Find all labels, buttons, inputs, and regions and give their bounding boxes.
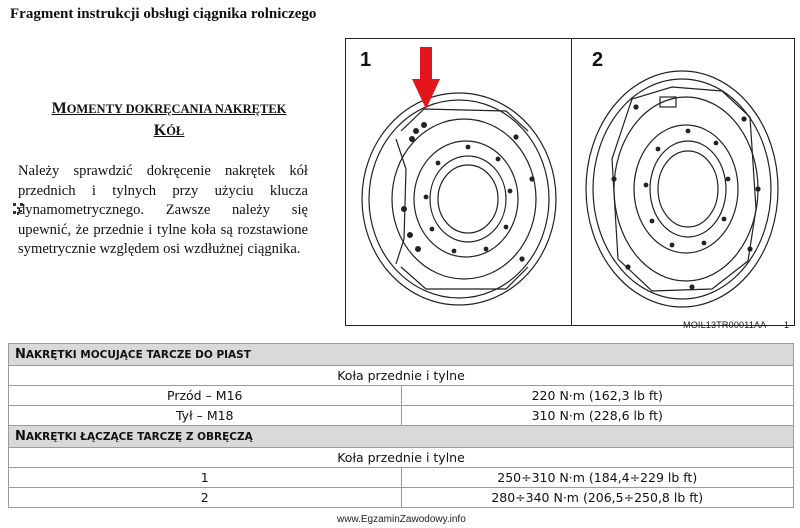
group-2-title: NAKRĘTKI ŁĄCZĄCE TARCZĘ Z OBRĘCZĄ [9, 426, 794, 448]
row-label: 2 [9, 488, 402, 508]
group-1-subheader: Koła przednie i tylne [9, 366, 794, 386]
table-row [9, 448, 794, 468]
table-row [9, 386, 794, 406]
heading-initial: M [51, 100, 67, 117]
row-label: Tył – M18 [9, 406, 402, 426]
row-value: 220 N·m (162,3 lb ft) [401, 386, 794, 406]
row-label: 1 [9, 468, 402, 488]
figure-page-number: 1 [784, 320, 790, 330]
table-row [9, 406, 794, 426]
wheel-figure [345, 38, 795, 326]
section-heading [20, 98, 318, 142]
panel-number-1: 1 [360, 49, 372, 71]
wheel-drawing-2 [572, 39, 794, 325]
torque-table [8, 343, 794, 508]
table-group-header [9, 344, 794, 366]
body-paragraph: Należy sprawdzić dokręcenie nakrętek kół przednich i tylnych przy użyciu klucza dynamometrycznego. Zawsze należy się upewnić, że przednie i tylne koła są rozstawione symetrycznie względem osi wzdłużnej ciągnika. [18, 163, 308, 258]
row-value: 280÷340 N·m (206,5÷250,8 lb ft) [401, 488, 794, 508]
heading-initial-2: K [153, 122, 167, 139]
table-row [9, 488, 794, 508]
heading-rest: OMENTY DOKRĘCANIA NAKRĘTEK [66, 102, 287, 116]
row-value: 250÷310 N·m (184,4÷229 lb ft) [401, 468, 794, 488]
table-row [9, 468, 794, 488]
row-value: 310 N·m (228,6 lb ft) [401, 406, 794, 426]
group-1-title: NAKRĘTKI MOCUJĄCE TARCZE DO PIAST [9, 344, 794, 366]
heading-rest-2: ÓŁ [166, 124, 185, 138]
footer-url: www.EgzaminZawodowy.info [337, 514, 466, 525]
row-label: Przód – M16 [9, 386, 402, 406]
table-group-header [9, 426, 794, 448]
red-arrow-icon [412, 47, 440, 109]
table-row [9, 366, 794, 386]
panel-number-2: 2 [592, 49, 604, 71]
group-2-subheader: Koła przednie i tylne [9, 448, 794, 468]
wheel-drawing-1 [346, 39, 571, 325]
figure-code: MOIL13TR00011AA [683, 320, 767, 330]
document-title: Fragment instrukcji obsługi ciągnika rolniczego [10, 6, 317, 22]
